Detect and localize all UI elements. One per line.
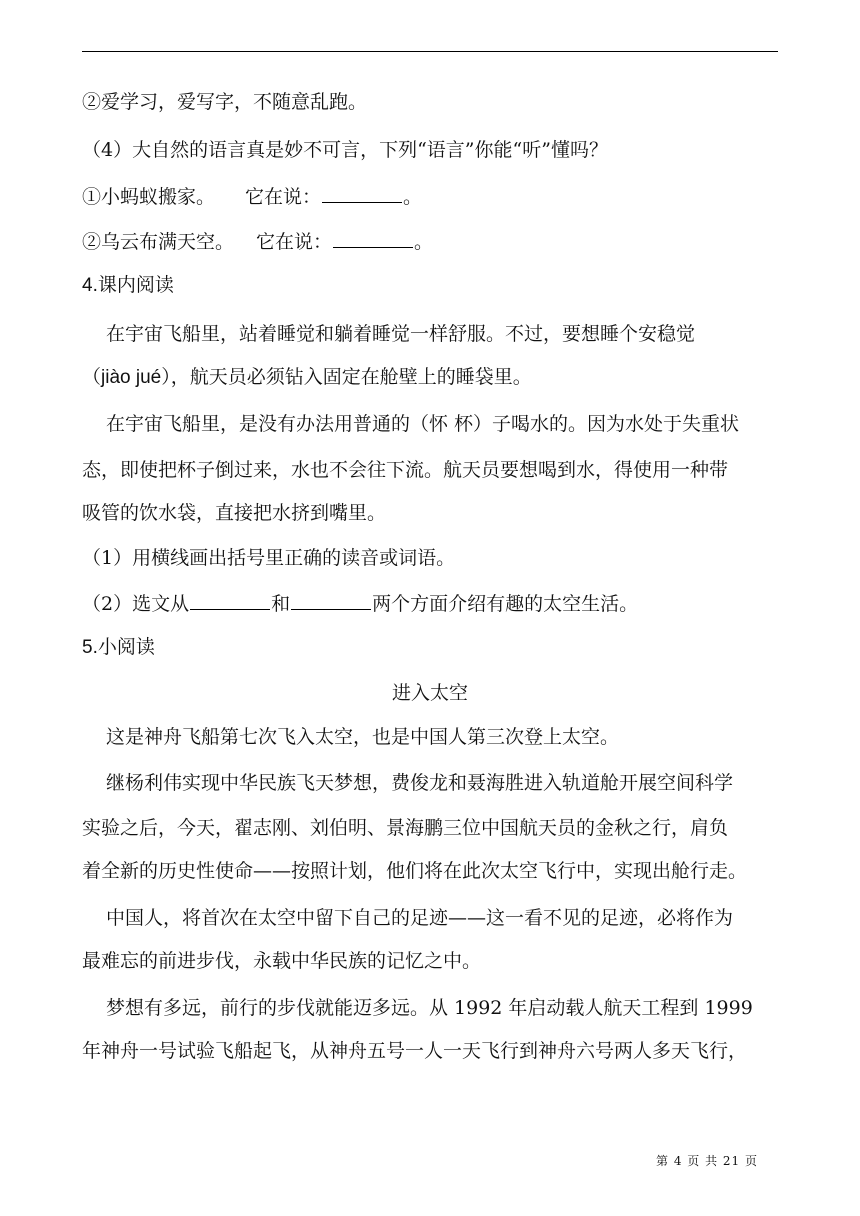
q4-item-1-end: 。 — [403, 186, 423, 208]
section-5-heading: 5.小阅读 — [82, 637, 155, 658]
s4-paragraph-2-line-2: 态，即使把杯子倒过来，水也不会往下流。航天员要想喝到水，得使用一种带 — [82, 459, 729, 481]
s4-paragraph-1-line-1: 在宇宙飞船里，站着睡觉和躺着睡觉一样舒服。不过，要想睡个安稳觉 — [106, 323, 696, 345]
s5-paragraph-2-line-3: 着全新的历史性使命——按照计划，他们将在此次太空飞行中，实现出舱行走。 — [82, 860, 748, 882]
answer-blank[interactable] — [322, 184, 402, 203]
s4-paragraph-1-line-2 — [82, 364, 532, 391]
s4-question-1: （1）用横线画出括号里正确的读音或词语。 — [82, 547, 456, 569]
section-4-heading: 4.课内阅读 — [82, 275, 174, 296]
s4-question-2-end: 两个方面介绍有趣的太空生活。 — [372, 593, 639, 615]
header-rule — [82, 51, 778, 52]
s5-paragraph-2-line-2: 实验之后，今天，翟志刚、刘伯明、景海鹏三位中国航天员的金秋之行，肩负 — [82, 817, 729, 839]
s5-paragraph-2-line-1: 继杨利伟实现中华民族飞天梦想，费俊龙和聂海胜进入轨道舱开展空间科学 — [106, 772, 734, 794]
passage-title: 进入太空 — [391, 682, 468, 704]
s4-paragraph-2-line-1: 在宇宙飞船里，是没有办法用普通的（怀 杯）子喝水的。因为水处于失重状 — [106, 413, 740, 435]
s4-question-2-and: 和 — [271, 593, 291, 615]
q3-option-2: ②爱学习，爱写字，不随意乱跑。 — [82, 91, 368, 113]
s4-paragraph-1-line-2-rest: ，航天员必须钻入固定在舱壁上的睡袋里。 — [170, 366, 532, 388]
answer-blank[interactable] — [333, 229, 413, 248]
q4-prompt: （4）大自然的语言真是妙不可言，下列“语言”你能“听”懂吗？ — [82, 139, 608, 161]
q4-item-2 — [82, 229, 433, 255]
q4-item-2-end: 。 — [414, 231, 434, 253]
q4-item-2-says: 它在说： — [256, 231, 333, 253]
q4-item-1-text: ①小蚂蚁搬家。 — [82, 186, 216, 208]
q4-item-1-says: 它在说： — [245, 186, 322, 208]
answer-blank[interactable] — [291, 591, 371, 610]
s4-question-2 — [82, 591, 638, 617]
s5-paragraph-3-line-2: 最难忘的前进步伐，永载中华民族的记忆之中。 — [82, 950, 482, 972]
s4-question-2-start: （2）选文从 — [82, 593, 190, 615]
q4-item-2-text: ②乌云布满天空。 — [82, 231, 235, 253]
s5-paragraph-4-line-2: 年神舟一号试验飞船起飞，从神舟五号一人一天飞行到神舟六号两人多天飞行， — [82, 1040, 748, 1062]
s5-paragraph-3-line-1: 中国人，将首次在太空中留下自己的足迹——这一看不见的足迹，必将作为 — [106, 907, 734, 929]
page-number: 第 4 页 共 21 页 — [656, 1154, 758, 1168]
s4-paragraph-2-line-3: 吸管的饮水袋，直接把水挤到嘴里。 — [82, 502, 387, 524]
s5-paragraph-1: 这是神舟飞船第七次飞入太空，也是中国人第三次登上太空。 — [106, 726, 620, 748]
s5-paragraph-4-line-1: 梦想有多远，前行的步伐就能迈多远。从 1992 年启动载人航天工程到 1999 — [106, 997, 753, 1019]
pinyin-choice: （jiào jué） — [82, 367, 171, 388]
answer-blank[interactable] — [190, 591, 270, 610]
q4-item-1 — [82, 184, 422, 210]
